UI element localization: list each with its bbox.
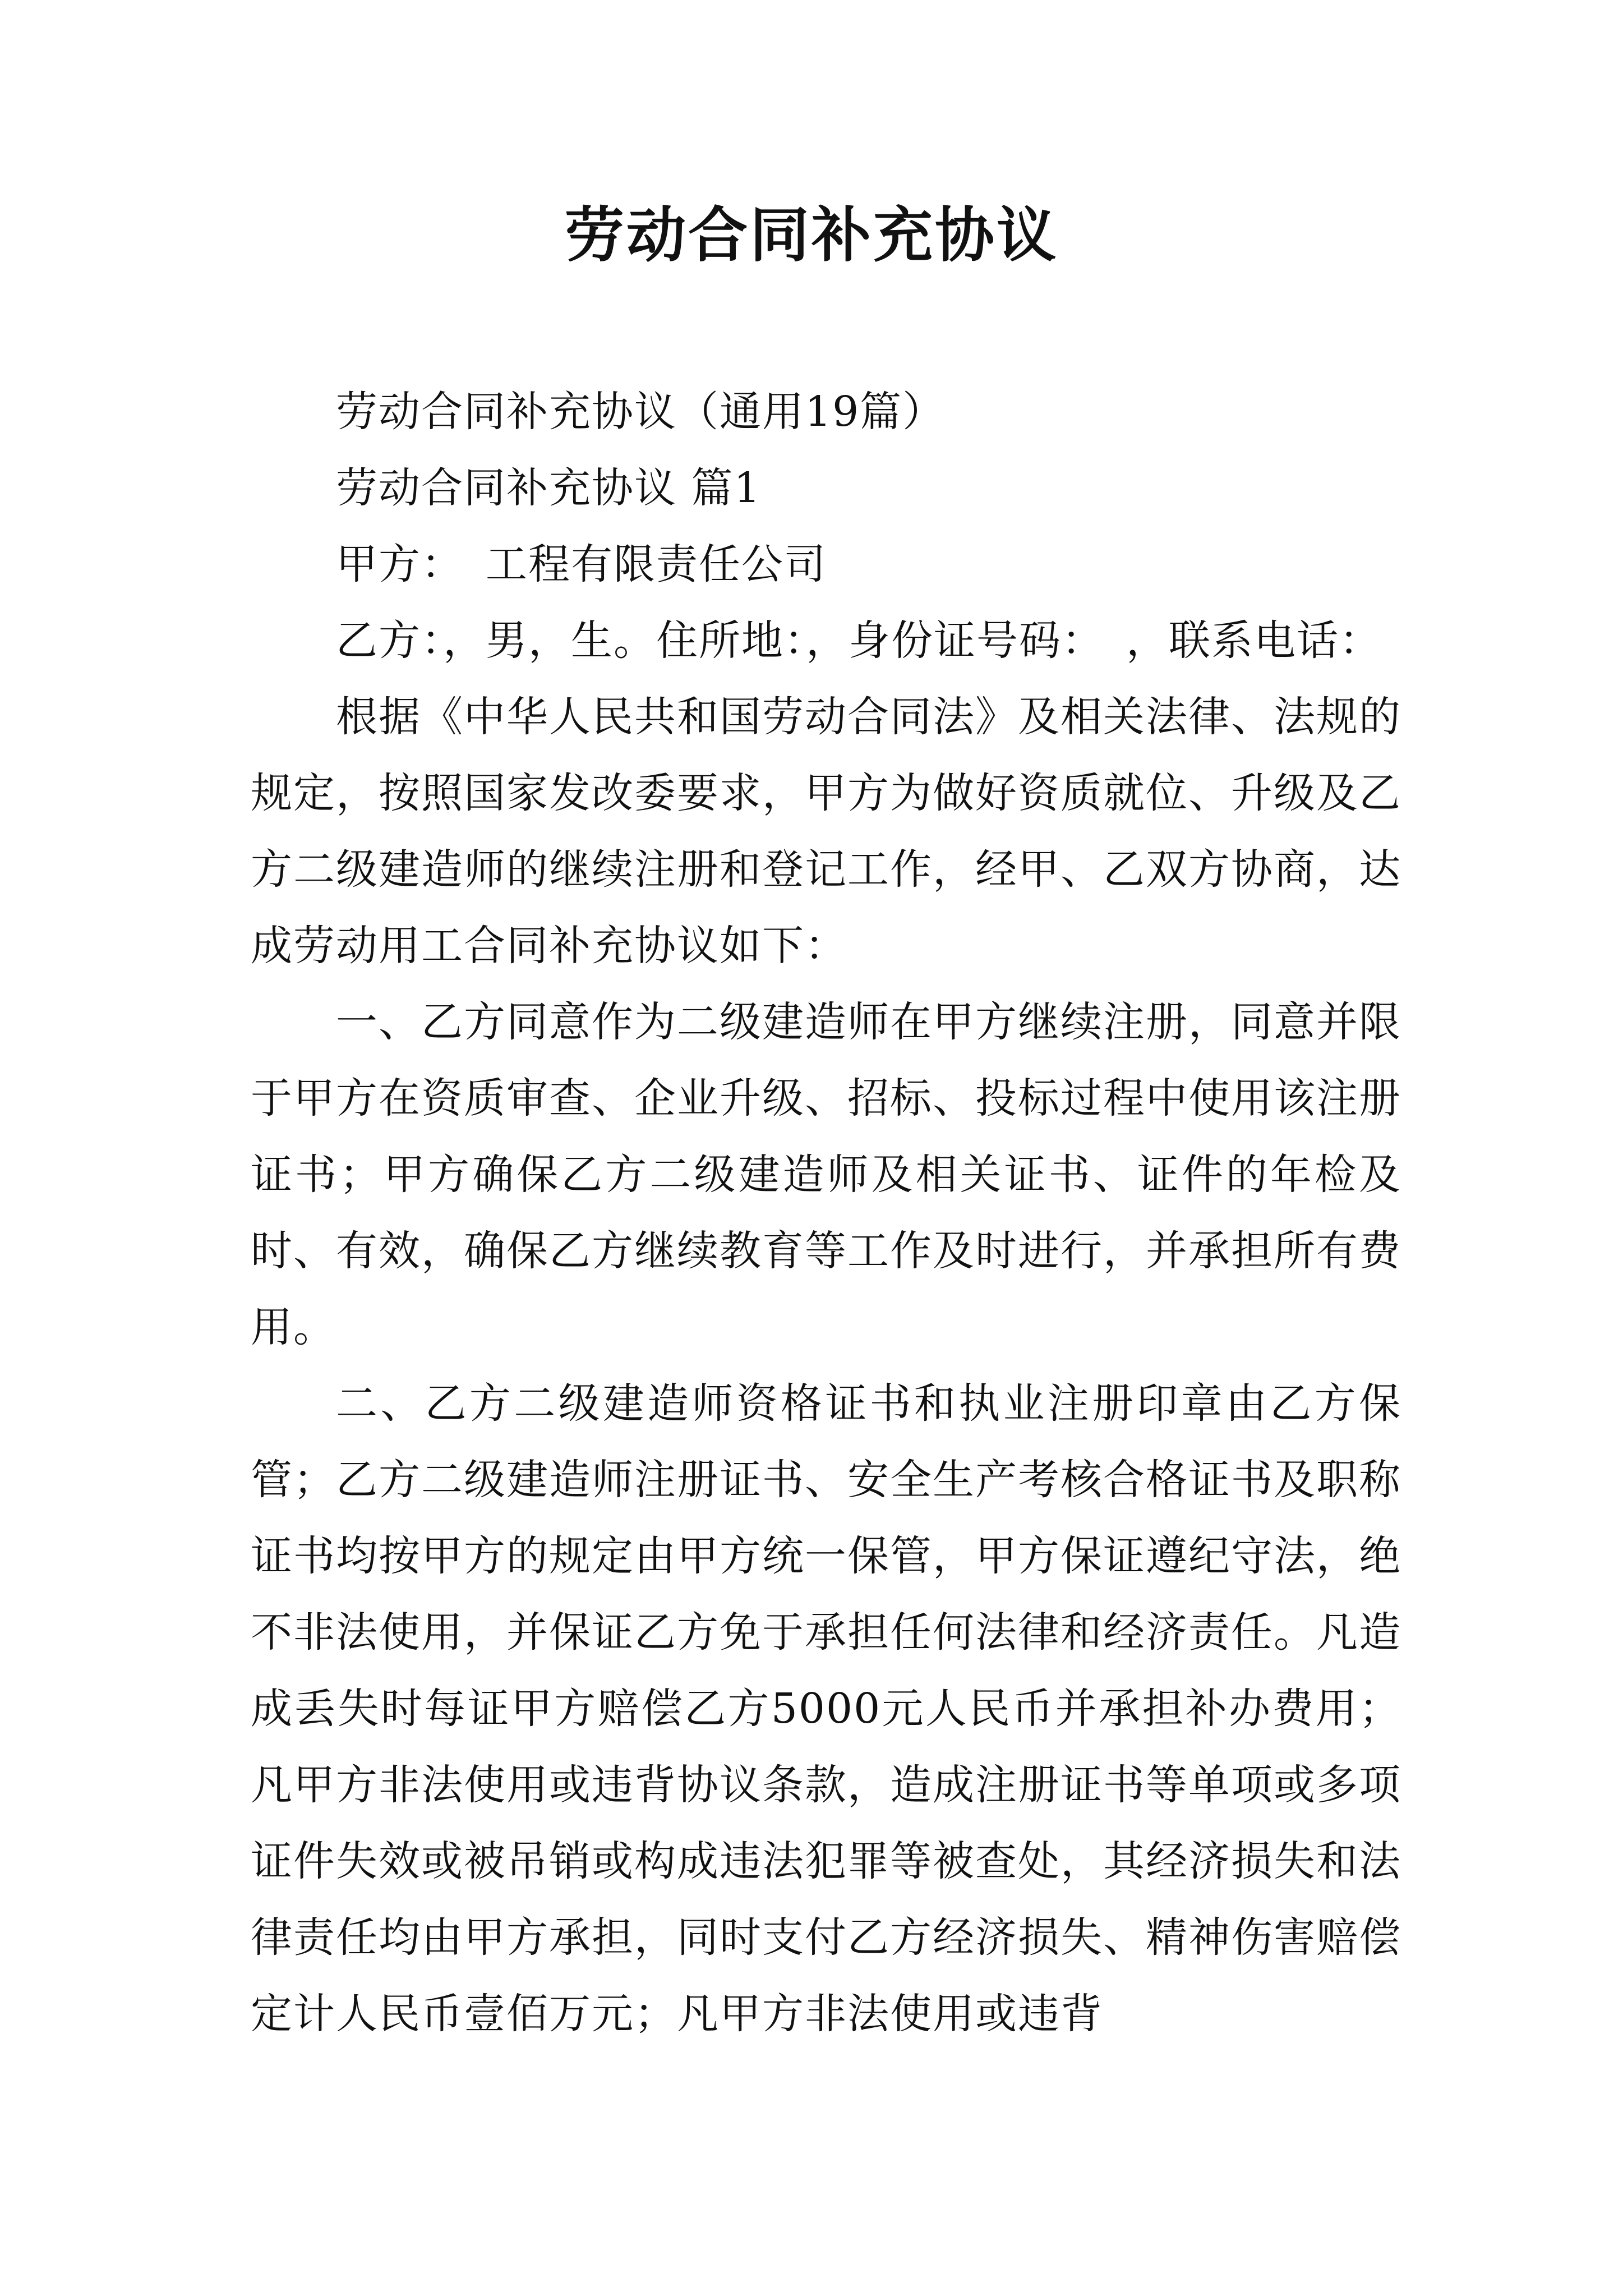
party-a-line: 甲方： 工程有限责任公司 <box>336 540 827 588</box>
document-body <box>251 374 1401 2052</box>
clause-2-paragraph: 二、乙方二级建造师资格证书和执业注册印章由乙方保管；乙方二级建造师注册证书、安全生产考核合格证书及职称证书均按甲方的规定由甲方统一保管，甲方保证遵纪守法，绝不非法使用，并保证乙方免于承担任何法律和经济责任。凡造成丢失时每证甲方赔偿乙方5000元人民币并承担补办费用；凡甲方非法使用或违背协议条款，造成注册证书等单项或多项证件失效或被吊销或构成违法犯罪等被查处，其经济损失和法律责任均由甲方承担，同时支付乙方经济损失、精神伤害赔偿定计人民币壹佰万元；凡甲方非法使用或违背 <box>251 1379 1401 2038</box>
section-heading: 劳动合同补充协议 篇1 <box>336 464 762 512</box>
subtitle-paragraph: 劳动合同补充协议（通用19篇） <box>336 388 946 436</box>
preamble-paragraph: 根据《中华人民共和国劳动合同法》及相关法律、法规的规定，按照国家发改委要求，甲方为做好资质就位、升级及乙方二级建造师的继续注册和登记工作，经甲、乙双方协商，达成劳动用工合同补充协议如下： <box>251 693 1401 970</box>
document-title: 劳动合同补充协议 <box>565 201 1058 270</box>
party-b-line: 乙方：，男，生。住所地：，身份证号码： ，联系电话： <box>336 616 1382 665</box>
clause-1-paragraph: 一、乙方同意作为二级建造师在甲方继续注册，同意并限于甲方在资质审查、企业升级、招标、投标过程中使用该注册证书；甲方确保乙方二级建造师及相关证书、证件的年检及时、有效，确保乙方继续教育等工作及时进行，并承担所有费用。 <box>251 998 1401 1351</box>
